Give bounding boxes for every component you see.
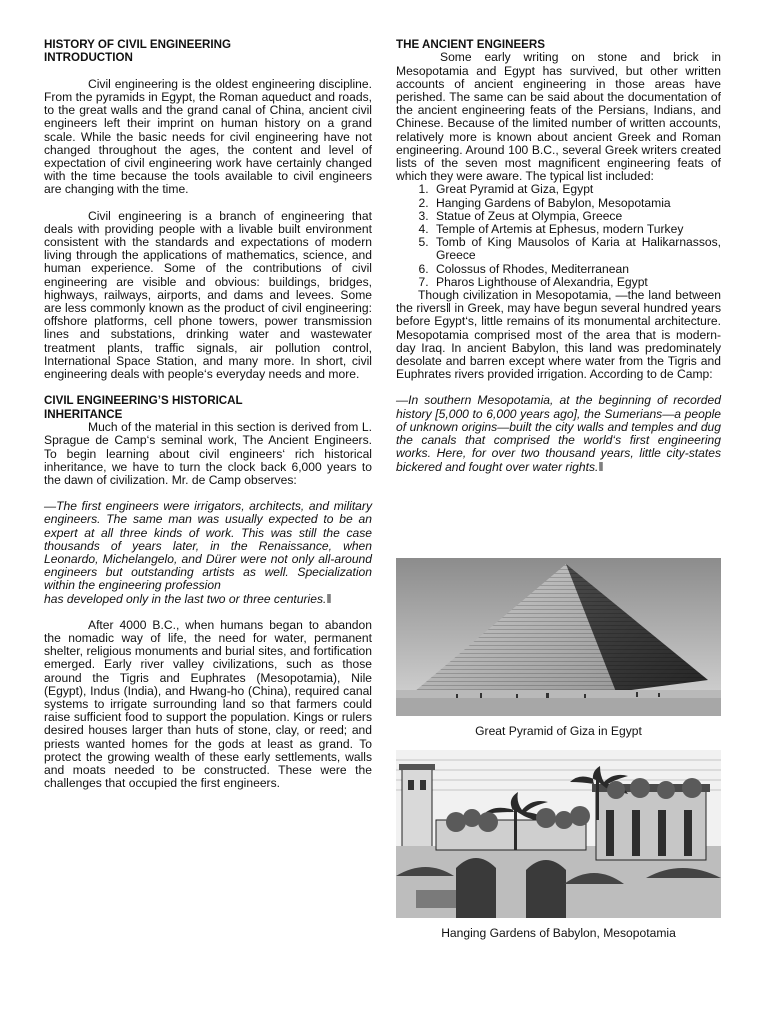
section-heading-heritage-cont: INHERITANCE <box>44 407 123 421</box>
de-camp-quote-2: ―In southern Mesopotamia, at the beginning of recorded history [5,000 to 6,000 years ago], the Sumerians―a people of unknown origins―built the city walls and temples and dug the canals that comprised the world‘s first engineering works. Here, for over two thousand years, little city-states bickered and fought over water rights.‖ <box>396 393 721 474</box>
pyramid-image <box>396 558 721 716</box>
de-camp-quote-1: ―The first engineers were irrigators, architects, and military engineers. The same man was usually expected to be an expert at all three kinds of work. This was still the case thousands of years later, in the Renaissance, when Leonardo, Michelangelo, and Dürer were not only all-around engineers but outstanding artists as well. Specialization within the engineering profession <box>44 499 372 593</box>
section-heading-heritage: CIVIL ENGINEERING’S HISTORICAL <box>44 394 243 408</box>
list-item: 5. Tomb of King Mausolos of Karia at Halikarnassos, Greece <box>432 236 721 262</box>
list-item: 4. Temple of Artemis at Ephesus, modern Turkey <box>432 223 721 236</box>
de-camp-quote-1-tail: has developed only in the last two or three centuries.‖ <box>44 591 332 606</box>
list-item: 6. Colossus of Rhodes, Mediterranean <box>432 263 721 276</box>
ancient-engineers-paragraph-1: Some early writing on stone and brick in Mesopotamia and Egypt has survived, but other written accounts of ancient engineering in those areas have perished. The same can be said about the documentation of the ancient engineering feats of the Persians, Indians, and Chinese. Because of the limited number of written accounts, relatively more is known about ancient Greek and Roman engineering. Around 100 B.C., several Greek writers created lists of the seven most magnificent engineering feats of which they were aware. The typical list included: <box>396 50 721 184</box>
list-item: 7. Pharos Lighthouse of Alexandria, Egypt <box>432 276 721 289</box>
heritage-paragraph-2: After 4000 B.C., when humans began to abandon the nomadic way of life, the need for water, permanent shelter, religious monuments and burial sites, and fortification emerged. Early river valley civilizations, such as those around the Tigris and Euphrates (Mesopotamia), Nile (Egypt), Indus (India), and Hwang-ho (China), required canal systems to irrigate surrounding land so that farmers could raise sufficient food to support the population. Kings or rulers desired houses larger than huts of stone, clay, or reed; and priests wanted homes for the gods at least as grand. To protect the growing wealth of these early settlements, walls and moats needed to be constructed. These were the challenges that occupied the first engineers. <box>44 617 372 791</box>
figure-hanging-gardens <box>396 750 721 940</box>
section-heading-introduction: INTRODUCTION <box>44 51 133 65</box>
right-column <box>396 38 721 474</box>
figure-caption-pyramid: Great Pyramid of Giza in Egypt <box>475 724 642 738</box>
seven-wonders-list <box>396 183 721 289</box>
heritage-paragraph-1: Much of the material in this section is derived from L. Sprague de Camp‘s seminal work, The Ancient Engineers. To begin learning about civil engineers‘ rich historical inheritance, we have to turn the clock back 6,000 years to the dawn of civilization. Mr. de Camp observes: <box>44 420 372 487</box>
left-column <box>44 38 372 790</box>
figure-pyramid <box>396 558 721 738</box>
list-item: 2. Hanging Gardens of Babylon, Mesopotamia <box>432 197 721 210</box>
hanging-gardens-image <box>396 750 721 918</box>
list-item: 3. Statue of Zeus at Olympia, Greece <box>432 210 721 223</box>
ancient-engineers-paragraph-2: Though civilization in Mesopotamia, ―the land between the rivers‖ in Greek, may have begun several hundred years before Egypt‘s, little remains of its monumental architecture. Mesopotamia comprised most of the area that is modern-day Iraq. In ancient Babylon, this land was predominately desolate and barren except where water from the Tigris and Euphrates rivers provided irrigation. According to de Camp: <box>396 288 721 382</box>
section-heading-ancient-engineers: THE ANCIENT ENGINEERS <box>396 38 546 51</box>
page-title: HISTORY OF CIVIL ENGINEERING <box>44 38 232 51</box>
intro-paragraph-2: Civil engineering is a branch of engineering that deals with providing people with a livable built environment consistent with the standards and expectations of modern living through the applications of mathematics, science, and human experience. Some of the contributions of civil engineering are visible and obvious: buildings, bridges, highways, railways, airports, and dams and levees. Some are less commonly known as the product of civil engineering: offshore platforms, cell phone towers, power transmission lines and substations, drinking water and wastewater treatment plants, traffic signals, air pollution control, International Space Station, and many more. In short, civil engineering deals with people‘s everyday needs and more. <box>44 208 372 382</box>
intro-paragraph-1: Civil engineering is the oldest engineering discipline. From the pyramids in Egypt, the Roman aqueduct and roads, to the great walls and the grand canal of China, ancient civil engineers left their imprint on human history on a grand scale. While the basic needs for civil engineering have not changed throughout the ages, the content and level of expectation of civil engineering work have certainly changed with the time because the tools available to civil engineers are changing with the time. <box>44 76 372 197</box>
list-item: 1. Great Pyramid at Giza, Egypt <box>432 183 721 196</box>
figure-caption-hanging-gardens: Hanging Gardens of Babylon, Mesopotamia <box>441 926 676 940</box>
